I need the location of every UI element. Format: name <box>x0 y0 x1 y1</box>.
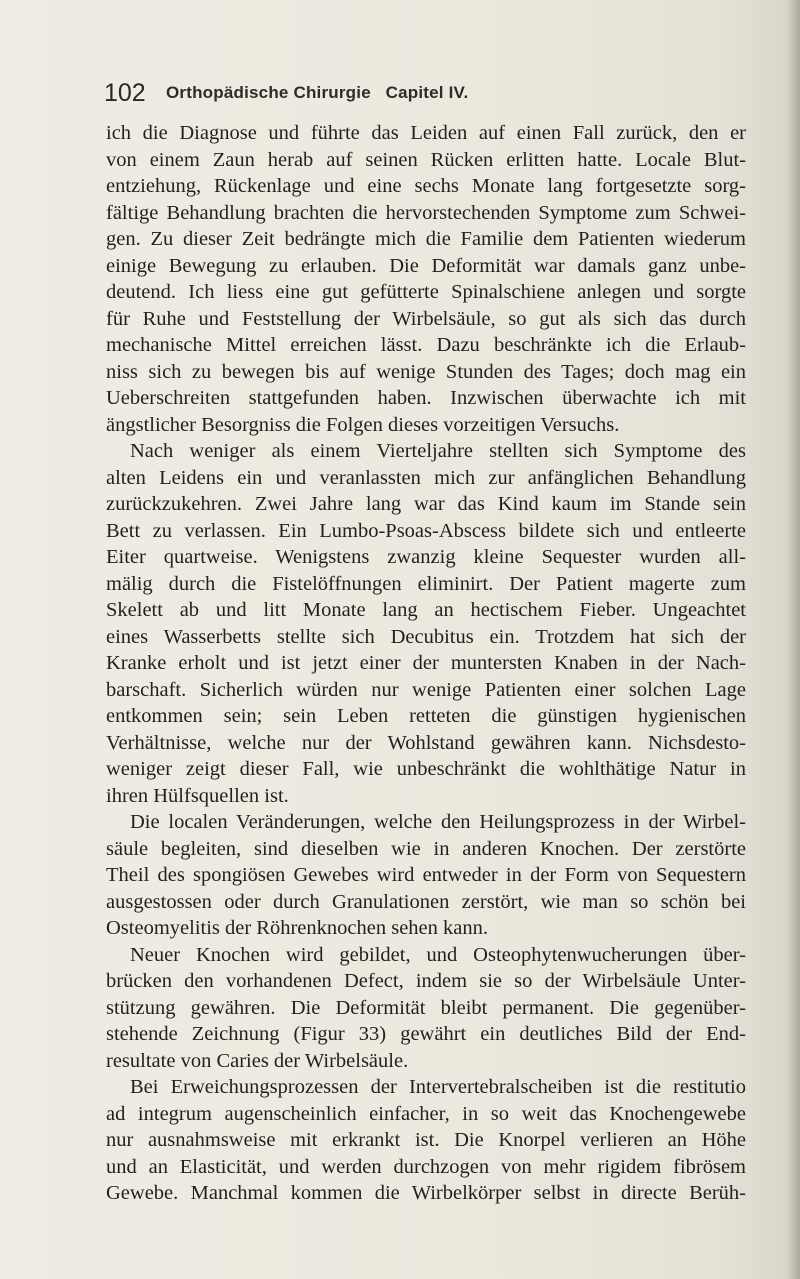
text-line: barschaft. Sicherlich würden nur wenige Patienten einer solchen Lage <box>106 678 746 701</box>
text-line: entkommen sein; sein Leben retteten die günstigen hygienischen <box>106 705 746 727</box>
text-line: eines Wasserbetts stellte sich Decubitus ein. Trotzdem hat sich der <box>106 625 746 648</box>
text-line: Kranke erholt und ist jetzt einer der muntersten Knaben in der Nach- <box>106 652 746 674</box>
text-line: weniger zeigt dieser Fall, wie unbeschränkt die wohlthätige Natur in <box>106 758 746 780</box>
text-line: brücken den vorhandenen Defect, indem sie so der Wirbelsäule Unter- <box>106 970 746 992</box>
text-line: Bett zu verlassen. Ein Lumbo-Psoas-Abscess bildete sich und entleerte <box>106 519 746 542</box>
text-line: gen. Zu dieser Zeit bedrängte mich die Familie dem Patienten wiederum <box>106 228 746 250</box>
text-line: Neuer Knochen wird gebildet, und Osteophytenwucherungen über- <box>130 943 746 966</box>
text-line: Nach weniger als einem Vierteljahre stellten sich Symptome des <box>130 440 746 462</box>
text-line: und an Elasticität, und werden durchzogen von mehr rigidem fibrösem <box>106 1155 746 1178</box>
paragraph <box>106 120 746 438</box>
body-text <box>106 120 746 1207</box>
text-line: Bei Erweichungsprozessen der Intervertebralscheiben ist die restitutio <box>130 1076 746 1098</box>
text-line: fältige Behandlung brachten die hervorstechenden Symptome zum Schwei- <box>106 201 746 224</box>
text-line: stehende Zeichnung (Figur 33) gewährt ein deutliches Bild der End- <box>106 1023 746 1045</box>
text-line: Eiter quartweise. Wenigstens zwanzig kleine Sequester wurden all- <box>106 546 746 568</box>
text-line: niss sich zu bewegen bis auf wenige Stunden des Tages; doch mag ein <box>106 360 746 383</box>
text-line: alten Leidens ein und veranlassten mich zur anfänglichen Behandlung <box>106 466 746 489</box>
text-line: ausgestossen oder durch Granulationen zerstört, wie man so schön bei <box>106 890 746 913</box>
text-line: ad integrum augenscheinlich einfacher, in so weit das Knochengewebe <box>106 1102 746 1125</box>
paragraph <box>106 942 746 1075</box>
paragraph <box>106 1074 746 1207</box>
text-line: deutend. Ich liess eine gut gefütterte Spinalschiene anlegen und sorgte <box>106 281 746 303</box>
text-line: Skelett ab und litt Monate lang an hectischem Fieber. Ungeachtet <box>106 599 746 621</box>
text-line: stützung gewähren. Die Deformität bleibt permanent. Die gegenüber- <box>106 996 746 1019</box>
text-line: Verhältnisse, welche nur der Wohlstand gewähren kann. Nichsdesto- <box>106 731 746 754</box>
text-line: mechanische Mittel erreichen lässt. Dazu beschränkte ich die Erlaub- <box>106 334 746 356</box>
text-line: mälig durch die Fistelöffnungen eliminirt. Der Patient magerte zum <box>106 572 746 595</box>
text-line: Theil des spongiösen Gewebes wird entweder in der Form von Sequestern <box>106 864 746 886</box>
text-line: ihren Hülfsquellen ist. <box>106 784 289 807</box>
text-line: säule begleiten, sind dieselben wie in anderen Knochen. Der zerstörte <box>106 837 746 860</box>
paragraph <box>106 809 746 942</box>
page-number: 102 <box>104 79 146 107</box>
text-line: Ueberschreiten stattgefunden haben. Inzwischen überwachte ich mit <box>106 387 746 409</box>
text-line: ängstlicher Besorgniss die Folgen dieses vorzeitigen Versuchs. <box>106 413 620 436</box>
page-edge-shadow <box>786 0 800 1279</box>
text-line: Die localen Veränderungen, welche den Heilungsprozess in der Wirbel- <box>130 811 746 833</box>
page-header <box>104 78 744 108</box>
paragraph <box>106 438 746 809</box>
text-line: Osteomyelitis der Röhrenknochen sehen kann. <box>106 917 489 939</box>
text-line: resultate von Caries der Wirbelsäule. <box>106 1049 409 1072</box>
text-line: Gewebe. Manchmal kommen die Wirbelkörper selbst in directe Berüh- <box>106 1182 746 1204</box>
text-line: einige Bewegung zu erlauben. Die Deformität war damals ganz unbe- <box>106 254 746 277</box>
text-line: entziehung, Rückenlage und eine sechs Monate lang fortgesetzte sorg- <box>106 175 746 197</box>
text-line: für Ruhe und Feststellung der Wirbelsäule, so gut als sich das durch <box>106 307 746 330</box>
running-head: Orthopädische Chirurgie Capitel IV. <box>166 83 469 102</box>
text-line: nur ausnahmsweise mit erkrankt ist. Die Knorpel verlieren an Höhe <box>106 1129 746 1151</box>
text-line: von einem Zaun herab auf seinen Rücken erlitten hatte. Locale Blut- <box>106 148 746 171</box>
text-line: zurückzukehren. Zwei Jahre lang war das Kind kaum im Stande sein <box>106 493 746 515</box>
text-line: ich die Diagnose und führte das Leiden auf einen Fall zurück, den er <box>106 122 746 144</box>
